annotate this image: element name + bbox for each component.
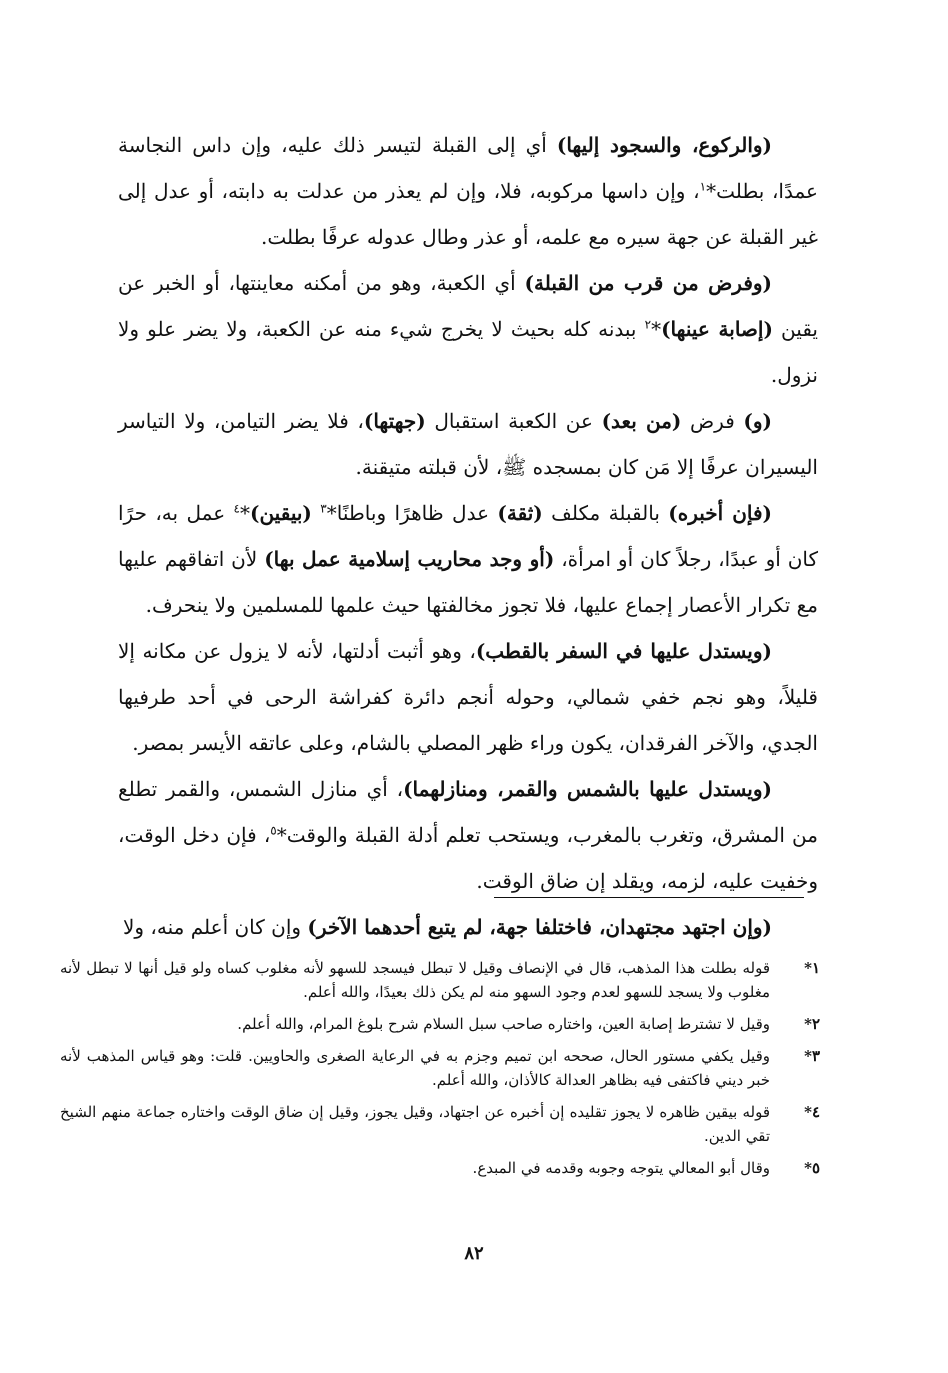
footnote	[60, 1100, 820, 1148]
paragraph	[118, 490, 818, 628]
footnote-marker: ٣*	[804, 1047, 820, 1065]
footnote-marker: ٤*	[804, 1103, 820, 1121]
sharh-text: بالقبلة مكلف	[542, 501, 669, 525]
footnote	[60, 1156, 820, 1180]
paragraph	[118, 398, 818, 490]
footnote-ref: ٤	[233, 501, 240, 516]
footnote	[60, 1012, 820, 1036]
footnote-text: قوله بطلت هذا المذهب، قال في الإنصاف وقيل لا تبطل فيسجد للسهو لأنه مغلوب كساه ولو قيل أنها لا تبطل لأنه مغلوب ولا يسجد للسهو لعدم وجود السهو منه لم يكن ذلك بعيدًا، والله أعلم.	[60, 959, 770, 1001]
footnote	[60, 1044, 820, 1092]
matn-text: (و)	[743, 409, 772, 433]
footnote-ref: ١	[699, 179, 707, 194]
footnote-ref: ٥	[270, 823, 277, 838]
footnote	[60, 956, 820, 1004]
sharh-text: ، فإن دخل الوقت، وخفيت عليه، لزمه، ويقلد إن ضاق الوقت.	[118, 823, 818, 893]
footnote-ref: ٢	[644, 317, 652, 332]
main-text	[118, 122, 818, 950]
footnote-marker: ٢*	[804, 1015, 820, 1033]
sharh-text: ، فلا يضر التيامن، ولا التياسر اليسيران عرفًا إلا مَن كان بمسجده ﷺ، لأن قبلته متيقنة.	[118, 409, 818, 479]
footnote-marker: ٥*	[804, 1159, 820, 1177]
sharh-text: عمل به، حرًا كان أو عبدًا، رجلاً كان أو امرأة،	[118, 501, 818, 571]
footnote-marker: ١*	[804, 959, 820, 977]
matn-text: (فإن أخبره)	[668, 501, 773, 525]
matn-text: (جهتها)	[363, 409, 426, 433]
sharh-text: *	[239, 501, 250, 525]
footnotes	[60, 956, 820, 1188]
matn-text: (أو وجد محاريب إسلامية عمل بها)	[264, 547, 555, 571]
sharh-text: عدل ظاهرًا وباطنًا*	[326, 501, 498, 525]
sharh-text: ، وإن داسها مركوبه، فلا، وإن لم يعذر من عدلت به دابته، أو عدل إلى غير القبلة عن جهة سيره مع علمه، أو عذر وطال عدوله عرفًا بطلت.	[118, 179, 818, 249]
sharh-text: أي إلى القبلة لتيسر ذلك عليه، وإن داس النجاسة عمدًا، بطلت*	[118, 133, 818, 203]
footnote-text: قوله بيقين ظاهره لا يجوز تقليده إن أخبره عن اجتهاد، وقيل يجوز، وقيل إن ضاق الوقت واختاره جماعة منهم الشيخ تقي الدين.	[60, 1103, 770, 1145]
sharh-text: ، وهو أثبت أدلتها، لأنه لا يزول عن مكانه إلا قليلاً، وهو نجم خفي شمالي، وحوله أنجم دائرة كفراشة الرحى في أحد طرفيها الجدي، والآخر الفرقدان، يكون وراء ظهر المصلي بالشام، وعلى عاتقه الأيسر بمصر.	[118, 639, 818, 755]
footnote-text: وقيل لا تشترط إصابة العين، واختاره صاحب سبل السلام شرح بلوغ المرام، والله أعلم.	[237, 1015, 770, 1033]
sharh-text: وإن كان أعلم منه، ولا	[123, 915, 308, 939]
paragraph	[118, 122, 818, 260]
matn-text: (والركوع، والسجود إليها)	[556, 133, 773, 157]
matn-text: (إصابة عينها)	[661, 317, 773, 341]
matn-text: (وفرض من قرب من القبلة)	[524, 271, 772, 295]
paragraph	[118, 904, 818, 950]
sharh-text: لأن اتفاقهم عليها مع تكرار الأعصار إجماع عليها، فلا تجوز مخالفتها حيث علمها للمسلمين ولا ينحرف.	[118, 547, 818, 617]
matn-text: (وإن اجتهد مجتهدان، فاختلفا جهة، لم يتبع أحدهما الآخر)	[307, 915, 772, 939]
footnote-text: وقيل يكفي مستور الحال، صححه ابن تميم وجزم به في الرعاية الصغرى والحاويين. قلت: وهو قياس المذهب لأنه خبر ديني فاكتفى فيه بظاهر العدالة كالأذان، والله أعلم.	[60, 1047, 770, 1089]
sharh-text: *	[651, 317, 662, 341]
matn-text: (ثقة)	[497, 501, 543, 525]
page-number: ٨٢	[464, 1243, 484, 1264]
footnote-ref: ٣	[320, 501, 327, 516]
paragraph	[118, 628, 818, 766]
matn-text: (بيقين)	[249, 501, 312, 525]
sharh-text: عن الكعبة استقبال	[425, 409, 602, 433]
matn-text: (ويستدل عليها بالشمس والقمر، ومنازلهما)	[403, 777, 772, 801]
matn-text: (من بعد)	[601, 409, 682, 433]
sharh-text: فرض	[681, 409, 744, 433]
sharh-text: ، أي منازل الشمس، والقمر تطلع من المشرق، وتغرب بالمغرب، ويستحب تعلم أدلة القبلة والوقت*	[118, 777, 818, 847]
matn-text: (ويستدل عليها في السفر بالقطب)	[475, 639, 772, 663]
sharh-text: ببدنه كله بحيث لا يخرج شيء منه عن الكعبة، ولا يضر علو ولا نزول.	[118, 317, 818, 387]
paragraph	[118, 766, 818, 904]
paragraph	[118, 260, 818, 398]
sharh-text: أي الكعبة، وهو من أمكنه معاينتها، أو الخبر عن يقين	[118, 271, 819, 341]
footnote-text: وقال أبو المعالي يتوجه وجوبه وقدمه في المبدع.	[472, 1159, 770, 1177]
footnote-separator	[494, 897, 804, 898]
